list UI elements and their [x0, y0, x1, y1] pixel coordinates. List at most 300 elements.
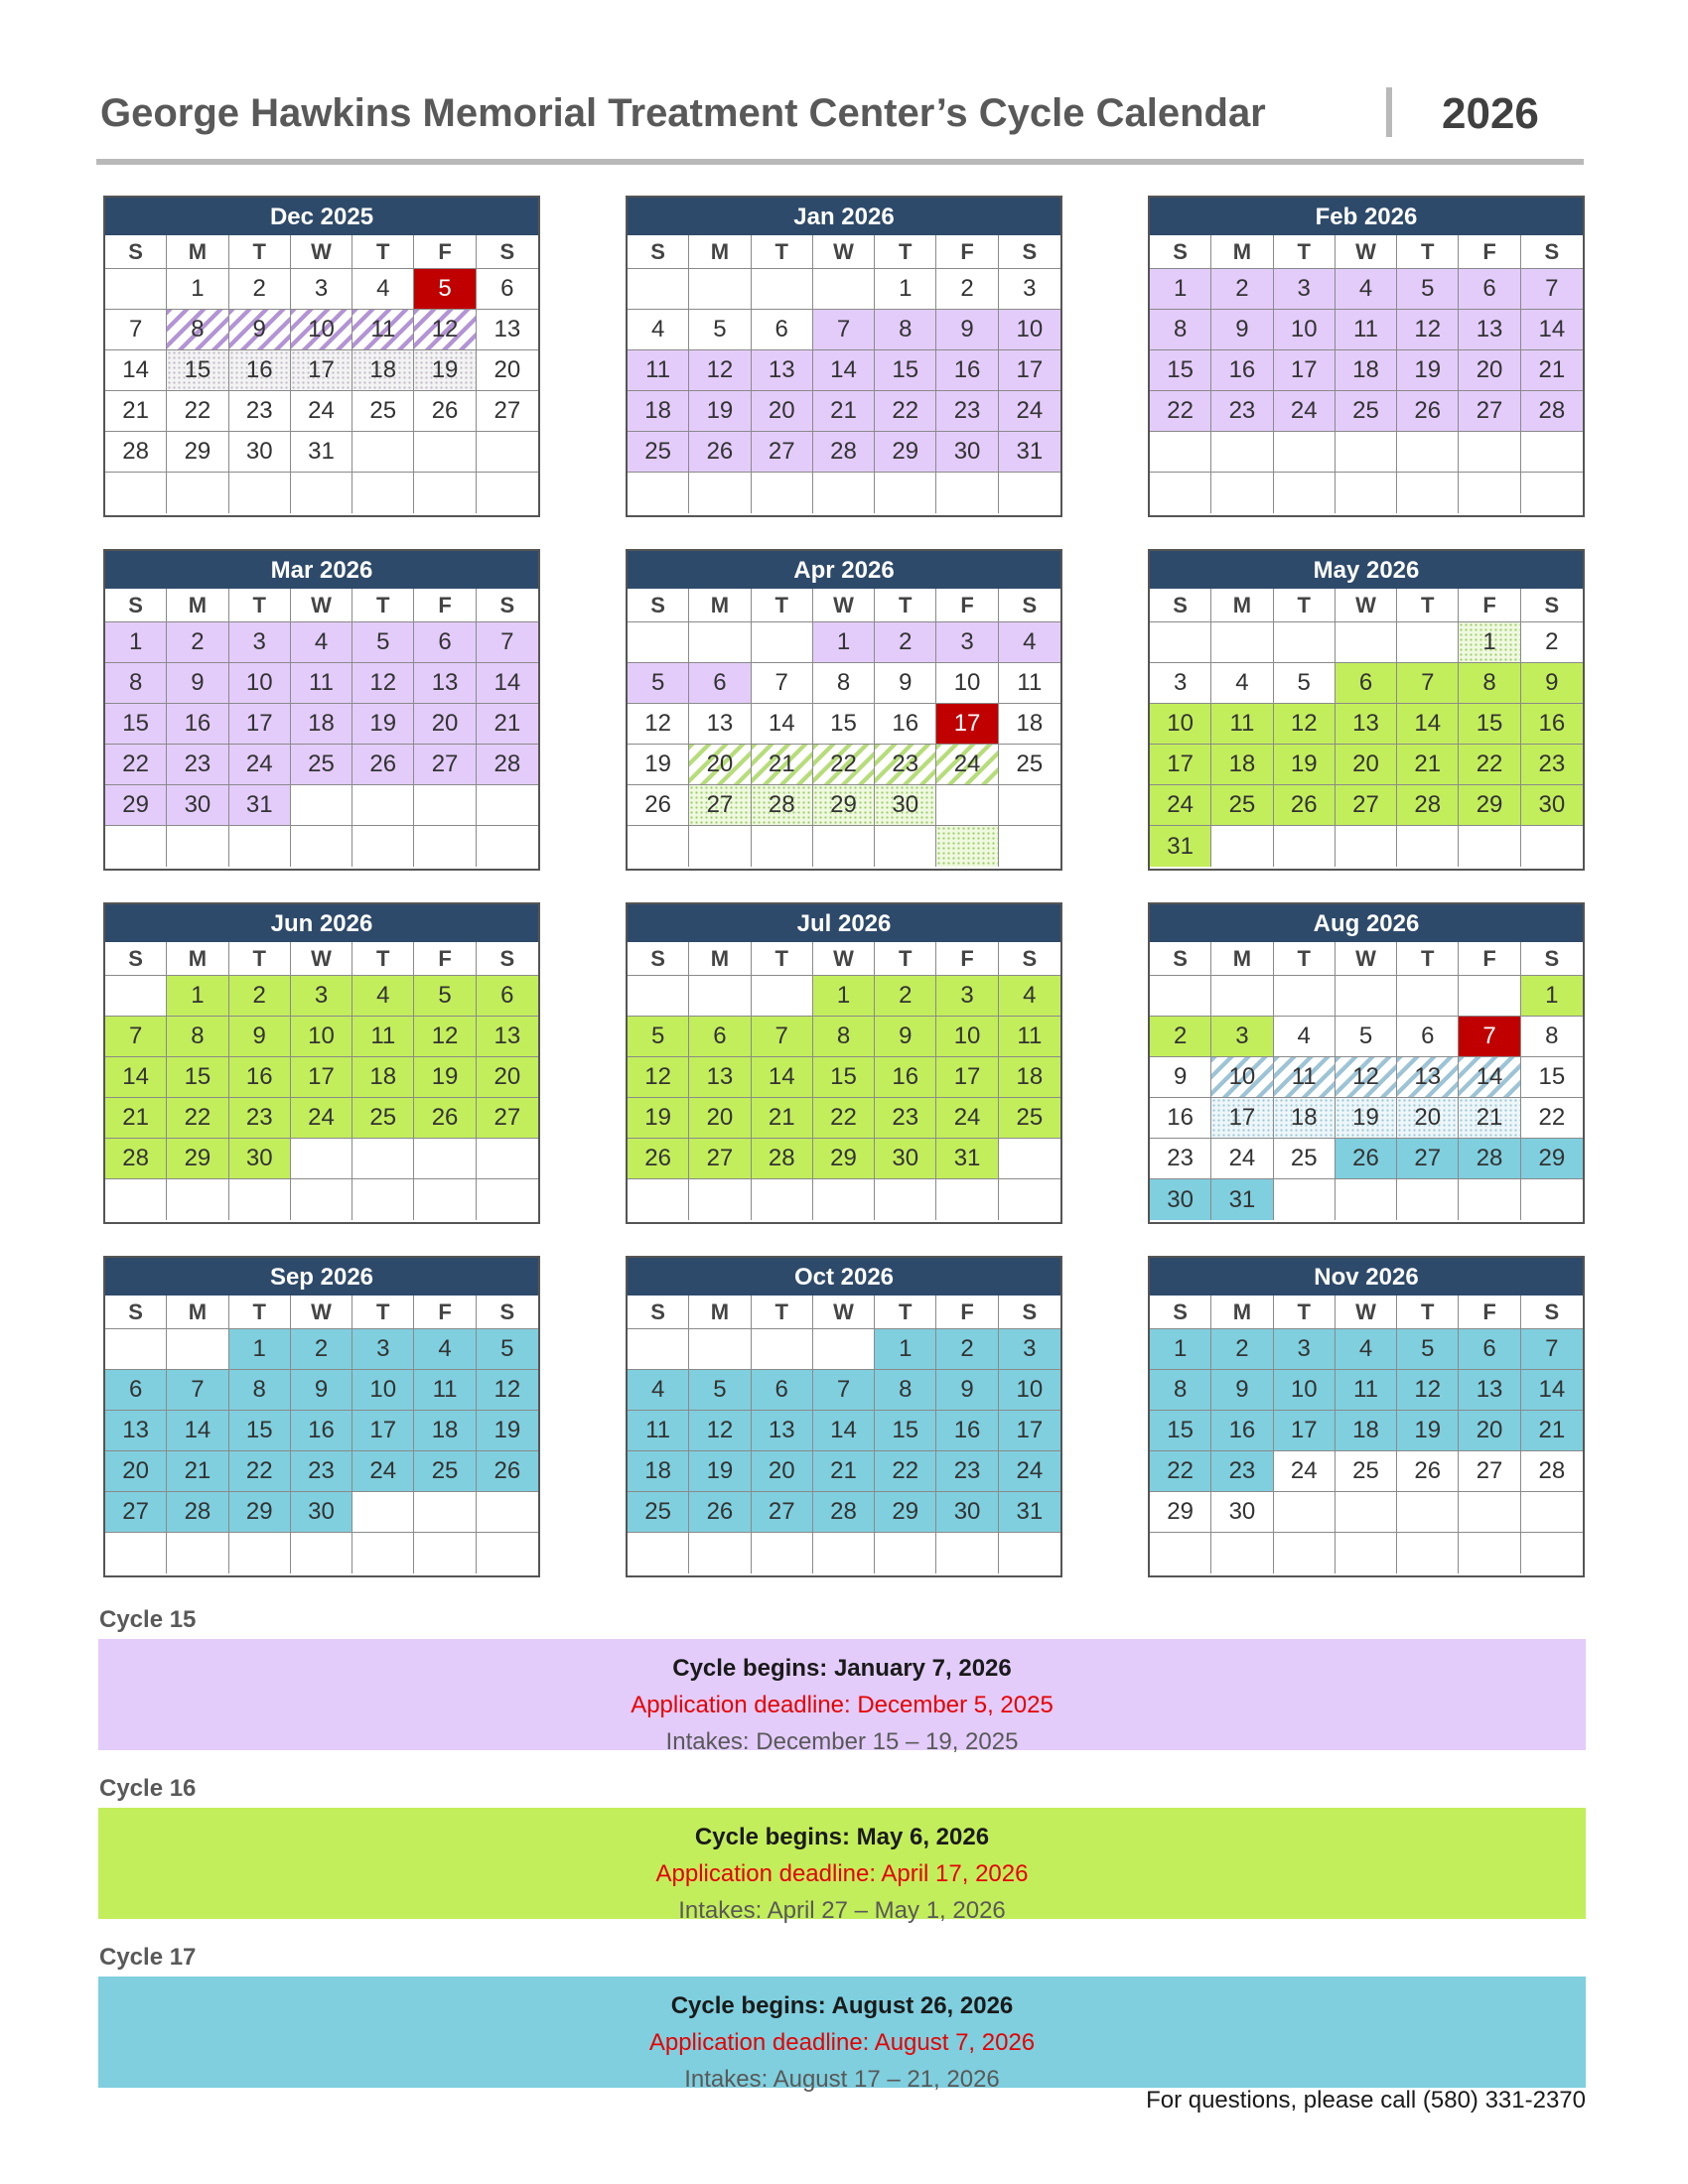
- empty-day-cell: [1274, 976, 1336, 1017]
- day-cell: 3: [291, 976, 352, 1017]
- day-cell: 24: [352, 1451, 414, 1492]
- day-cell: 25: [414, 1451, 476, 1492]
- day-cell: 4: [1336, 269, 1397, 310]
- day-cell: 31: [1150, 826, 1211, 867]
- empty-day-cell: [1459, 432, 1520, 473]
- weekday-header: S: [105, 589, 167, 622]
- empty-day-cell: [813, 473, 875, 513]
- day-cell: 7: [105, 310, 167, 350]
- day-cell: 16: [875, 1057, 936, 1098]
- day-cell: 7: [813, 310, 875, 350]
- month-title: Feb 2026: [1150, 198, 1583, 235]
- day-cell: 14: [813, 350, 875, 391]
- day-cell: 3: [1274, 1329, 1336, 1370]
- empty-day-cell: [1211, 1533, 1273, 1573]
- empty-day-cell: [752, 976, 813, 1017]
- day-cell: 9: [1521, 663, 1583, 704]
- day-cell: 9: [229, 310, 291, 350]
- day-cell: 13: [414, 663, 476, 704]
- day-cell: 27: [105, 1492, 167, 1533]
- day-cell: 26: [1397, 1451, 1459, 1492]
- empty-day-cell: [291, 785, 352, 826]
- empty-day-cell: [167, 1179, 228, 1220]
- day-cell: 24: [936, 1098, 998, 1139]
- day-cell: 3: [291, 269, 352, 310]
- day-cell: 28: [1397, 785, 1459, 826]
- weekday-header: T: [229, 942, 291, 976]
- empty-day-cell: [628, 269, 689, 310]
- day-cell: 16: [1211, 350, 1273, 391]
- day-cell: 8: [167, 310, 228, 350]
- day-cell: 22: [1150, 391, 1211, 432]
- day-cell: 15: [1150, 350, 1211, 391]
- empty-day-cell: [1274, 1179, 1336, 1220]
- day-cell: 8: [105, 663, 167, 704]
- empty-day-cell: [1459, 473, 1520, 513]
- day-cell: 11: [1211, 704, 1273, 745]
- day-cell: 16: [875, 704, 936, 745]
- day-cell: 4: [628, 1370, 689, 1411]
- day-cell: 30: [1211, 1492, 1273, 1533]
- empty-day-cell: [1211, 826, 1273, 867]
- month-title: Dec 2025: [105, 198, 538, 235]
- day-cell: 8: [875, 310, 936, 350]
- day-cell: 30: [875, 1139, 936, 1179]
- day-cell: 30: [1521, 785, 1583, 826]
- day-cell: 13: [752, 1411, 813, 1451]
- day-cell: 30: [875, 785, 936, 826]
- weekday-header: W: [291, 1296, 352, 1329]
- month-calendar: [626, 902, 1062, 1224]
- weekday-header: S: [999, 589, 1060, 622]
- empty-day-cell: [291, 826, 352, 867]
- weekday-header: F: [936, 235, 998, 269]
- day-cell: 7: [813, 1370, 875, 1411]
- page-title: George Hawkins Memorial Treatment Center’s Cycle Calendar: [100, 91, 1266, 135]
- day-cell: 4: [1211, 663, 1273, 704]
- weekday-header: T: [352, 589, 414, 622]
- empty-day-cell: [689, 473, 751, 513]
- day-cell: 17: [291, 350, 352, 391]
- day-cell: 8: [167, 1017, 228, 1057]
- day-cell: 14: [105, 1057, 167, 1098]
- empty-day-cell: [105, 269, 167, 310]
- empty-day-cell: [352, 1492, 414, 1533]
- day-cell: 29: [229, 1492, 291, 1533]
- weekday-header: W: [1336, 1296, 1397, 1329]
- empty-day-cell: [105, 1533, 167, 1573]
- weekday-header: S: [477, 1296, 538, 1329]
- day-cell: 26: [477, 1451, 538, 1492]
- empty-day-cell: [414, 1492, 476, 1533]
- weekday-header: T: [875, 942, 936, 976]
- month-title: Oct 2026: [628, 1258, 1060, 1296]
- empty-day-cell: [752, 826, 813, 867]
- day-cell: 2: [167, 622, 228, 663]
- empty-day-cell: [1397, 1179, 1459, 1220]
- empty-day-cell: [229, 473, 291, 513]
- day-cell: 14: [1521, 310, 1583, 350]
- month-days-grid: [628, 235, 1060, 513]
- weekday-header: S: [105, 235, 167, 269]
- empty-day-cell: [1211, 432, 1273, 473]
- day-cell: 12: [414, 310, 476, 350]
- weekday-header: S: [999, 942, 1060, 976]
- weekday-header: F: [1459, 942, 1520, 976]
- day-cell: 12: [1274, 704, 1336, 745]
- day-cell: 22: [1521, 1098, 1583, 1139]
- empty-day-cell: [1397, 1492, 1459, 1533]
- day-cell: 2: [1521, 622, 1583, 663]
- day-cell: 16: [167, 704, 228, 745]
- month-title: Aug 2026: [1150, 904, 1583, 942]
- day-cell: 10: [1274, 1370, 1336, 1411]
- day-cell: 8: [1521, 1017, 1583, 1057]
- day-cell: 28: [813, 1492, 875, 1533]
- day-cell: 14: [167, 1411, 228, 1451]
- empty-day-cell: [999, 785, 1060, 826]
- day-cell: 8: [229, 1370, 291, 1411]
- day-cell: 16: [936, 1411, 998, 1451]
- day-cell: 11: [352, 310, 414, 350]
- day-cell: 28: [105, 1139, 167, 1179]
- day-cell: 23: [936, 1451, 998, 1492]
- weekday-header: T: [1397, 589, 1459, 622]
- day-cell: 23: [229, 391, 291, 432]
- day-cell: 30: [936, 1492, 998, 1533]
- day-cell: 4: [352, 976, 414, 1017]
- day-cell: 15: [167, 1057, 228, 1098]
- cycle-16-box: [98, 1808, 1586, 1924]
- day-cell: 23: [1211, 391, 1273, 432]
- day-cell: 20: [1397, 1098, 1459, 1139]
- day-cell: 3: [936, 976, 998, 1017]
- day-cell: 23: [936, 391, 998, 432]
- day-cell: 6: [1459, 1329, 1520, 1370]
- day-cell: 21: [752, 745, 813, 785]
- day-cell: 12: [1336, 1057, 1397, 1098]
- day-cell: 7: [1459, 1017, 1520, 1057]
- empty-day-cell: [1521, 826, 1583, 867]
- weekday-header: S: [628, 1296, 689, 1329]
- month-days-grid: [1150, 589, 1583, 867]
- empty-day-cell: [105, 976, 167, 1017]
- day-cell: 7: [167, 1370, 228, 1411]
- empty-day-cell: [1211, 622, 1273, 663]
- day-cell: 23: [875, 1098, 936, 1139]
- empty-day-cell: [936, 826, 998, 867]
- empty-day-cell: [999, 1533, 1060, 1573]
- month-title: Jan 2026: [628, 198, 1060, 235]
- day-cell: 24: [1211, 1139, 1273, 1179]
- weekday-header: S: [999, 235, 1060, 269]
- empty-day-cell: [352, 1179, 414, 1220]
- day-cell: 5: [352, 622, 414, 663]
- empty-day-cell: [352, 432, 414, 473]
- weekday-header: M: [1211, 589, 1273, 622]
- day-cell: 26: [414, 391, 476, 432]
- day-cell: 16: [1150, 1098, 1211, 1139]
- empty-day-cell: [477, 1533, 538, 1573]
- cycle-intakes: Intakes: April 27 – May 1, 2026: [678, 1897, 1006, 1924]
- day-cell: 12: [1397, 1370, 1459, 1411]
- day-cell: 12: [628, 704, 689, 745]
- day-cell: 5: [689, 310, 751, 350]
- day-cell: 6: [1397, 1017, 1459, 1057]
- day-cell: 12: [689, 1411, 751, 1451]
- empty-day-cell: [1521, 432, 1583, 473]
- day-cell: 27: [752, 432, 813, 473]
- day-cell: 24: [1274, 391, 1336, 432]
- empty-day-cell: [229, 1533, 291, 1573]
- empty-day-cell: [813, 269, 875, 310]
- empty-day-cell: [352, 1139, 414, 1179]
- cycle-16-label: Cycle 16: [99, 1775, 197, 1802]
- day-cell: 29: [1459, 785, 1520, 826]
- day-cell: 1: [1150, 269, 1211, 310]
- day-cell: 24: [291, 391, 352, 432]
- weekday-header: W: [813, 1296, 875, 1329]
- day-cell: 31: [1211, 1179, 1273, 1220]
- empty-day-cell: [414, 826, 476, 867]
- day-cell: 11: [1336, 1370, 1397, 1411]
- empty-day-cell: [999, 826, 1060, 867]
- empty-day-cell: [291, 1179, 352, 1220]
- day-cell: 7: [105, 1017, 167, 1057]
- month-days-grid: [105, 942, 538, 1220]
- day-cell: 4: [1336, 1329, 1397, 1370]
- empty-day-cell: [628, 1329, 689, 1370]
- day-cell: 27: [1459, 391, 1520, 432]
- weekday-header: F: [936, 942, 998, 976]
- empty-day-cell: [477, 1492, 538, 1533]
- day-cell: 21: [813, 391, 875, 432]
- empty-day-cell: [414, 1139, 476, 1179]
- day-cell: 30: [936, 432, 998, 473]
- month-title: Nov 2026: [1150, 1258, 1583, 1296]
- day-cell: 19: [1397, 1411, 1459, 1451]
- day-cell: 5: [628, 1017, 689, 1057]
- day-cell: 29: [1521, 1139, 1583, 1179]
- empty-day-cell: [291, 1139, 352, 1179]
- empty-day-cell: [813, 1179, 875, 1220]
- day-cell: 20: [752, 1451, 813, 1492]
- day-cell: 15: [1150, 1411, 1211, 1451]
- empty-day-cell: [414, 1533, 476, 1573]
- day-cell: 9: [936, 1370, 998, 1411]
- day-cell: 21: [1521, 350, 1583, 391]
- day-cell: 8: [813, 1017, 875, 1057]
- day-cell: 29: [875, 1492, 936, 1533]
- day-cell: 25: [352, 391, 414, 432]
- month-days-grid: [628, 1296, 1060, 1573]
- day-cell: 10: [936, 1017, 998, 1057]
- empty-day-cell: [689, 976, 751, 1017]
- day-cell: 25: [999, 745, 1060, 785]
- empty-day-cell: [477, 785, 538, 826]
- day-cell: 10: [352, 1370, 414, 1411]
- empty-day-cell: [291, 1533, 352, 1573]
- day-cell: 25: [1336, 1451, 1397, 1492]
- cycle-begins: Cycle begins: January 7, 2026: [672, 1655, 1012, 1682]
- day-cell: 17: [1274, 350, 1336, 391]
- day-cell: 14: [752, 704, 813, 745]
- empty-day-cell: [1274, 1492, 1336, 1533]
- day-cell: 11: [414, 1370, 476, 1411]
- day-cell: 19: [414, 350, 476, 391]
- empty-day-cell: [167, 1533, 228, 1573]
- empty-day-cell: [628, 1533, 689, 1573]
- month-calendar: [103, 1256, 540, 1577]
- empty-day-cell: [689, 269, 751, 310]
- weekday-header: S: [628, 942, 689, 976]
- day-cell: 21: [1521, 1411, 1583, 1451]
- cycle-deadline: Application deadline: April 17, 2026: [655, 1860, 1029, 1887]
- day-cell: 30: [167, 785, 228, 826]
- day-cell: 24: [1274, 1451, 1336, 1492]
- empty-day-cell: [477, 1139, 538, 1179]
- day-cell: 25: [1211, 785, 1273, 826]
- empty-day-cell: [1274, 622, 1336, 663]
- day-cell: 1: [167, 269, 228, 310]
- day-cell: 9: [1150, 1057, 1211, 1098]
- empty-day-cell: [1521, 1179, 1583, 1220]
- empty-day-cell: [628, 622, 689, 663]
- day-cell: 16: [1211, 1411, 1273, 1451]
- weekday-header: S: [1521, 1296, 1583, 1329]
- day-cell: 26: [414, 1098, 476, 1139]
- weekday-header: W: [291, 235, 352, 269]
- day-cell: 9: [167, 663, 228, 704]
- day-cell: 3: [936, 622, 998, 663]
- cycle-deadline: Application deadline: December 5, 2025: [631, 1692, 1054, 1718]
- weekday-header: T: [352, 1296, 414, 1329]
- day-cell: 28: [105, 432, 167, 473]
- weekday-header: T: [352, 942, 414, 976]
- day-cell: 25: [1274, 1139, 1336, 1179]
- day-cell: 2: [1150, 1017, 1211, 1057]
- day-cell: 4: [628, 310, 689, 350]
- empty-day-cell: [105, 473, 167, 513]
- day-cell: 15: [229, 1411, 291, 1451]
- day-cell: 5: [477, 1329, 538, 1370]
- day-cell: 6: [477, 976, 538, 1017]
- empty-day-cell: [1397, 622, 1459, 663]
- empty-day-cell: [999, 1179, 1060, 1220]
- day-cell: 28: [477, 745, 538, 785]
- weekday-header: S: [105, 942, 167, 976]
- day-cell: 19: [689, 1451, 751, 1492]
- day-cell: 19: [477, 1411, 538, 1451]
- weekday-header: T: [229, 235, 291, 269]
- empty-day-cell: [875, 826, 936, 867]
- month-days-grid: [105, 235, 538, 513]
- empty-day-cell: [1336, 622, 1397, 663]
- weekday-header: M: [1211, 1296, 1273, 1329]
- day-cell: 1: [1459, 622, 1520, 663]
- day-cell: 29: [167, 1139, 228, 1179]
- empty-day-cell: [352, 1533, 414, 1573]
- day-cell: 2: [229, 976, 291, 1017]
- empty-day-cell: [813, 1533, 875, 1573]
- empty-day-cell: [1150, 432, 1211, 473]
- empty-day-cell: [229, 826, 291, 867]
- empty-day-cell: [689, 1533, 751, 1573]
- day-cell: 4: [352, 269, 414, 310]
- day-cell: 1: [1150, 1329, 1211, 1370]
- day-cell: 24: [229, 745, 291, 785]
- weekday-header: M: [167, 942, 228, 976]
- empty-day-cell: [352, 473, 414, 513]
- day-cell: 11: [291, 663, 352, 704]
- day-cell: 1: [875, 1329, 936, 1370]
- day-cell: 29: [105, 785, 167, 826]
- day-cell: 7: [1521, 1329, 1583, 1370]
- day-cell: 20: [414, 704, 476, 745]
- day-cell: 2: [875, 976, 936, 1017]
- day-cell: 3: [999, 269, 1060, 310]
- day-cell: 14: [1459, 1057, 1520, 1098]
- day-cell: 11: [999, 1017, 1060, 1057]
- day-cell: 1: [875, 269, 936, 310]
- day-cell: 13: [689, 704, 751, 745]
- day-cell: 2: [936, 1329, 998, 1370]
- day-cell: 7: [477, 622, 538, 663]
- empty-day-cell: [1397, 826, 1459, 867]
- empty-day-cell: [414, 432, 476, 473]
- day-cell: 20: [477, 350, 538, 391]
- day-cell: 27: [1336, 785, 1397, 826]
- empty-day-cell: [813, 826, 875, 867]
- weekday-header: M: [1211, 942, 1273, 976]
- month-days-grid: [105, 589, 538, 867]
- day-cell: 5: [414, 269, 476, 310]
- empty-day-cell: [689, 826, 751, 867]
- day-cell: 30: [229, 432, 291, 473]
- weekday-header: T: [875, 235, 936, 269]
- day-cell: 22: [167, 1098, 228, 1139]
- weekday-header: T: [752, 235, 813, 269]
- empty-day-cell: [752, 622, 813, 663]
- empty-day-cell: [477, 432, 538, 473]
- day-cell: 2: [291, 1329, 352, 1370]
- empty-day-cell: [1336, 1533, 1397, 1573]
- empty-day-cell: [1211, 976, 1273, 1017]
- weekday-header: M: [689, 942, 751, 976]
- empty-day-cell: [1336, 1492, 1397, 1533]
- month-calendar: [1148, 902, 1585, 1224]
- day-cell: 16: [936, 350, 998, 391]
- weekday-header: T: [1274, 589, 1336, 622]
- empty-day-cell: [999, 473, 1060, 513]
- day-cell: 28: [752, 1139, 813, 1179]
- day-cell: 21: [167, 1451, 228, 1492]
- day-cell: 18: [291, 704, 352, 745]
- day-cell: 12: [477, 1370, 538, 1411]
- day-cell: 19: [628, 745, 689, 785]
- day-cell: 24: [291, 1098, 352, 1139]
- day-cell: 17: [936, 704, 998, 745]
- empty-day-cell: [1459, 976, 1520, 1017]
- day-cell: 22: [229, 1451, 291, 1492]
- day-cell: 27: [1397, 1139, 1459, 1179]
- day-cell: 3: [1274, 269, 1336, 310]
- day-cell: 21: [752, 1098, 813, 1139]
- weekday-header: M: [1211, 235, 1273, 269]
- weekday-header: T: [229, 1296, 291, 1329]
- weekday-header: S: [1150, 235, 1211, 269]
- weekday-header: T: [1274, 942, 1336, 976]
